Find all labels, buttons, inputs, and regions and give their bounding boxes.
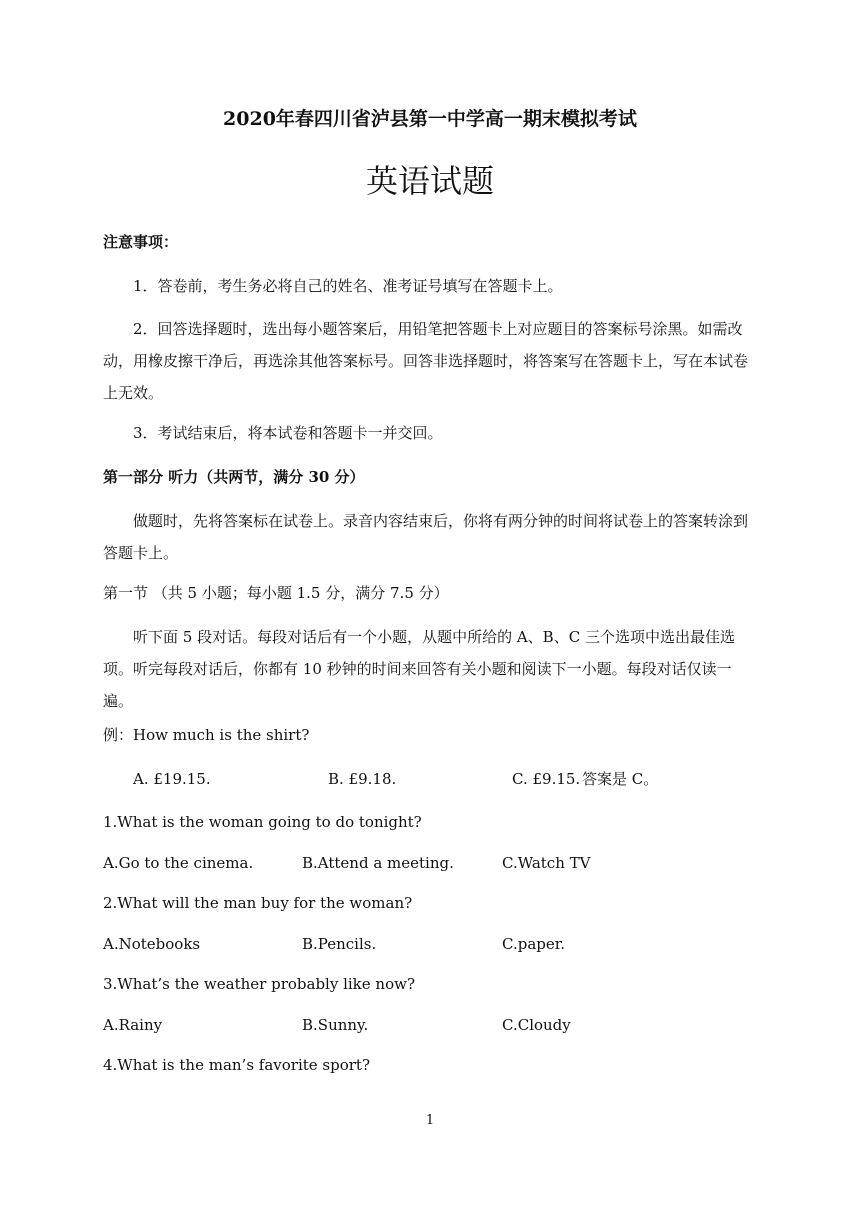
question-2: 2.What will the man buy for the woman? <box>103 894 413 912</box>
question-2-option-c: C.paper. <box>502 935 566 953</box>
section1-instruction: 听下面 5 段对话。每段对话后有一个小题，从题中所给的 A、B、C 三个选项中选出最佳选项。听完每段对话后，你都有 10 秒钟的时间来回答有关小题和阅读下一小题。每段对话仅读一遍。 <box>103 628 735 710</box>
part1-instruction: 做题时，先将答案标在试卷上。录音内容结束后，你将有两分钟的时间将试卷上的答案转涂到答题卡上。 <box>103 512 749 562</box>
question-1-option-a: A.Go to the cinema. <box>103 854 254 872</box>
question-3: 3.What’s the weather probably like now? <box>103 975 415 993</box>
question-3-option-c: C.Cloudy <box>502 1016 571 1034</box>
question-2-option-b: B.Pencils. <box>302 935 377 953</box>
notice-item-1: 1．答卷前，考生务必将自己的姓名、准考证号填写在答题卡上。 <box>133 277 563 295</box>
example-question: 例：How much is the shirt? <box>103 726 310 744</box>
exam-subject-title: 英语试题 <box>365 162 494 200</box>
notice-heading: 注意事项： <box>103 233 179 251</box>
example-option-a: A. £19.15. <box>133 770 211 788</box>
question-3-option-b: B.Sunny. <box>302 1016 369 1034</box>
example-option-c: C. £9.15. <box>512 770 581 788</box>
page-number: 1 <box>425 1113 435 1128</box>
part1-heading: 第一部分 听力（共两节，满分 30 分） <box>103 468 365 486</box>
example-option-b: B. £9.18. <box>328 770 397 788</box>
section1-heading: 第一节 （共 5 小题；每小题 1.5 分，满分 7.5 分） <box>103 584 449 602</box>
notice-item-3: 3．考试结束后，将本试卷和答题卡一并交回。 <box>133 424 443 442</box>
question-2-option-a: A.Notebooks <box>103 935 201 953</box>
question-3-option-a: A.Rainy <box>103 1016 163 1034</box>
question-4: 4.What is the man’s favorite sport? <box>103 1056 370 1074</box>
question-1-option-b: B.Attend a meeting. <box>302 854 454 872</box>
notice-item-2: 2．回答选择题时，选出每小题答案后，用铅笔把答题卡上对应题目的答案标号涂黑。如需改动，用橡皮擦干净后，再选涂其他答案标号。回答非选择题时，将答案写在答题卡上，写在本试卷上无效。 <box>103 320 749 402</box>
example-answer: 答案是 C。 <box>582 770 659 788</box>
question-1-option-c: C.Watch TV <box>502 854 591 872</box>
question-1: 1.What is the woman going to do tonight? <box>103 813 422 831</box>
exam-title: 2020年春四川省泸县第一中学高一期末模拟考试 <box>223 108 637 130</box>
